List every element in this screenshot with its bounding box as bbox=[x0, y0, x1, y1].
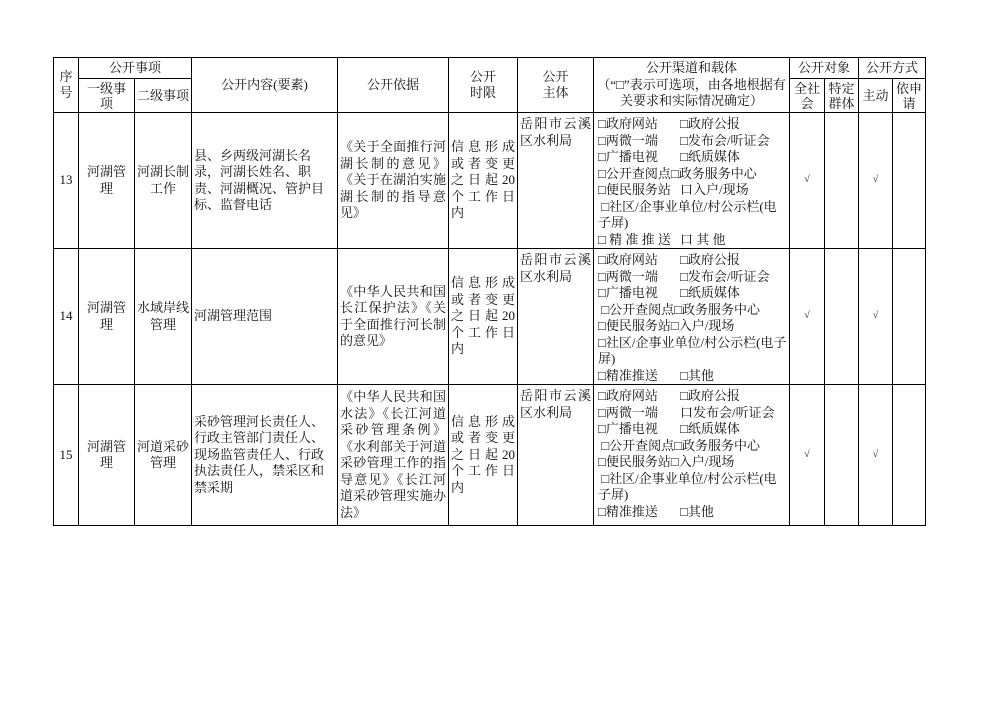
cell-time-limit: 信息形成或者变更之日起20个工作日内 bbox=[449, 113, 518, 249]
cell-level1: 河湖管理 bbox=[79, 249, 135, 385]
cell-subject: 岳阳市云溪区水利局 bbox=[518, 113, 594, 249]
header-subject-label: 公开主体 bbox=[542, 68, 569, 100]
channel-option: □ 精 准 推 送 bbox=[598, 231, 671, 247]
cell-method-request bbox=[893, 249, 926, 385]
cell-method-request bbox=[893, 113, 926, 249]
header-channels bbox=[594, 58, 790, 113]
channel-option: □其他 bbox=[680, 367, 714, 383]
channel-option: 口入户/现场 bbox=[680, 182, 749, 197]
cell-seq: 15 bbox=[54, 385, 79, 526]
table-row bbox=[54, 113, 926, 249]
cell-audience-specific bbox=[825, 249, 859, 385]
channel-option: □发布会/听证会 bbox=[680, 132, 770, 148]
table-body bbox=[54, 113, 926, 526]
channel-option: □便民服务站□入户/现场 bbox=[598, 318, 735, 333]
header-seq: 序号 bbox=[54, 58, 79, 113]
channel-option: □公开查阅点□政务服务中心 bbox=[598, 165, 757, 181]
cell-method-request bbox=[893, 385, 926, 526]
channel-line bbox=[598, 368, 787, 385]
channel-option: □两微一端 bbox=[598, 268, 658, 284]
header-audience: 公开对象 bbox=[790, 58, 859, 79]
channel-option: 口 其 他 bbox=[680, 231, 726, 247]
channel-line bbox=[598, 405, 787, 422]
channel-option: □社区/企事业单位/村公示栏(电子屏) bbox=[598, 198, 777, 230]
cell-basis: 《关于全面推行河湖长制的意见》《关于在湖泊实施湖长制的指导意见》 bbox=[338, 113, 449, 249]
channel-line bbox=[598, 149, 787, 166]
channel-line bbox=[598, 438, 787, 455]
cell-level2: 河道采砂管理 bbox=[135, 385, 192, 526]
channel-line bbox=[598, 199, 787, 232]
header-method: 公开方式 bbox=[859, 58, 926, 79]
header-matter: 公开事项 bbox=[79, 58, 192, 79]
header-audience-all: 全社会 bbox=[790, 79, 825, 113]
cell-audience-all: √ bbox=[790, 249, 825, 385]
channel-line bbox=[598, 232, 787, 249]
channel-option: □社区/企事业单位/村公示栏(电子屏) bbox=[598, 470, 777, 502]
header-method-request: 依申请 bbox=[893, 79, 926, 113]
cell-channels bbox=[594, 385, 790, 526]
channel-line bbox=[598, 421, 787, 438]
table-row bbox=[54, 249, 926, 385]
cell-level2: 河湖长制工作 bbox=[135, 113, 192, 249]
cell-channels bbox=[594, 249, 790, 385]
channel-option: □广播电视 bbox=[598, 149, 658, 164]
channel-line bbox=[598, 269, 787, 286]
channel-option: □广播电视 bbox=[598, 421, 658, 436]
channel-line bbox=[598, 133, 787, 150]
channel-option: □政府网站 bbox=[598, 388, 658, 403]
table-header bbox=[54, 58, 926, 113]
cell-level1: 河湖管理 bbox=[79, 385, 135, 526]
header-level2: 二级事项 bbox=[135, 79, 192, 113]
channel-option: □纸质媒体 bbox=[680, 285, 740, 300]
channel-line bbox=[598, 285, 787, 302]
cell-level1: 河湖管理 bbox=[79, 113, 135, 249]
channel-line bbox=[598, 388, 787, 405]
cell-audience-all: √ bbox=[790, 385, 825, 526]
channel-option: □政府公报 bbox=[680, 252, 740, 267]
header-time-limit bbox=[449, 58, 518, 113]
table-row bbox=[54, 385, 926, 526]
cell-method-active: √ bbox=[859, 113, 893, 249]
channel-line bbox=[598, 504, 787, 521]
cell-basis: 《中华人民共和国长江保护法》《关于全面推行河长制的意见》 bbox=[338, 249, 449, 385]
channel-option: □两微一端 bbox=[598, 132, 658, 148]
channel-option: □便民服务站□入户/现场 bbox=[598, 454, 735, 469]
channel-option: □社区/企事业单位/村公示栏(电子屏) bbox=[598, 334, 787, 366]
cell-audience-specific bbox=[825, 385, 859, 526]
cell-subject: 岳阳市云溪区水利局 bbox=[518, 249, 594, 385]
channel-option: □两微一端 bbox=[598, 404, 658, 420]
channel-option: □其他 bbox=[680, 503, 714, 519]
cell-channels bbox=[594, 113, 790, 249]
channel-line bbox=[598, 302, 787, 319]
channel-option: □公开查阅点□政务服务中心 bbox=[601, 301, 760, 317]
cell-seq: 14 bbox=[54, 249, 79, 385]
channel-line bbox=[598, 166, 787, 183]
cell-level2: 水域岸线管理 bbox=[135, 249, 192, 385]
channel-line bbox=[598, 116, 787, 133]
channel-line bbox=[598, 471, 787, 504]
channel-option: □政府网站 bbox=[598, 116, 658, 131]
cell-content: 县、乡两级河湖长名录，河湖长姓名、职责、河湖概况、管护目标、监督电话 bbox=[192, 113, 338, 249]
disclosure-table bbox=[53, 57, 926, 526]
channel-option: □纸质媒体 bbox=[680, 149, 740, 164]
channel-option: 口发布会/听证会 bbox=[680, 404, 775, 420]
channel-line bbox=[598, 318, 787, 335]
channel-option: □发布会/听证会 bbox=[680, 268, 770, 284]
cell-basis: 《中华人民共和国水法》《长江河道采砂管理条例》《水利部关于河道采砂管理工作的指导意见》《长江河道采砂管理实施办法》 bbox=[338, 385, 449, 526]
header-row-1 bbox=[54, 58, 926, 79]
cell-audience-all: √ bbox=[790, 113, 825, 249]
channel-line bbox=[598, 454, 787, 471]
channel-option: □政府公报 bbox=[680, 116, 740, 131]
channel-line bbox=[598, 335, 787, 368]
cell-time-limit: 信息形成或者变更之日起20个工作日内 bbox=[449, 385, 518, 526]
header-basis: 公开依据 bbox=[338, 58, 449, 113]
channel-option: □公开查阅点□政务服务中心 bbox=[601, 437, 760, 453]
channel-option: □纸质媒体 bbox=[680, 421, 740, 436]
channel-option: □政府网站 bbox=[598, 252, 658, 267]
cell-time-limit: 信息形成或者变更之日起20个工作日内 bbox=[449, 249, 518, 385]
cell-seq: 13 bbox=[54, 113, 79, 249]
cell-content: 采砂管理河长责任人、行政主管部门责任人、现场监管责任人、行政执法责任人，禁采区和禁采期 bbox=[192, 385, 338, 526]
channel-option: □广播电视 bbox=[598, 285, 658, 300]
cell-audience-specific bbox=[825, 113, 859, 249]
header-subject bbox=[518, 58, 594, 113]
cell-content: 河湖管理范围 bbox=[192, 249, 338, 385]
channel-line bbox=[598, 182, 787, 199]
cell-subject: 岳阳市云溪区水利局 bbox=[518, 385, 594, 526]
cell-method-active: √ bbox=[859, 249, 893, 385]
header-channels-note: （“□”表示可选项，由各地根据有关要求和实际情况确定） bbox=[597, 76, 786, 109]
document-page bbox=[53, 57, 926, 526]
channel-option: □精准推送 bbox=[598, 367, 658, 383]
header-audience-specific: 特定群体 bbox=[825, 79, 859, 113]
channel-line bbox=[598, 252, 787, 269]
header-time-limit-label: 公开时限 bbox=[470, 68, 497, 100]
header-content: 公开内容(要素) bbox=[192, 58, 338, 113]
header-method-active: 主动 bbox=[859, 79, 893, 113]
channel-option: □精准推送 bbox=[598, 503, 658, 519]
channel-option: □便民服务站 bbox=[598, 182, 671, 197]
cell-method-active: √ bbox=[859, 385, 893, 526]
header-channels-title: 公开渠道和载体 bbox=[646, 60, 738, 76]
channel-option: □政府公报 bbox=[680, 388, 740, 403]
header-level1: 一级事项 bbox=[79, 79, 135, 113]
